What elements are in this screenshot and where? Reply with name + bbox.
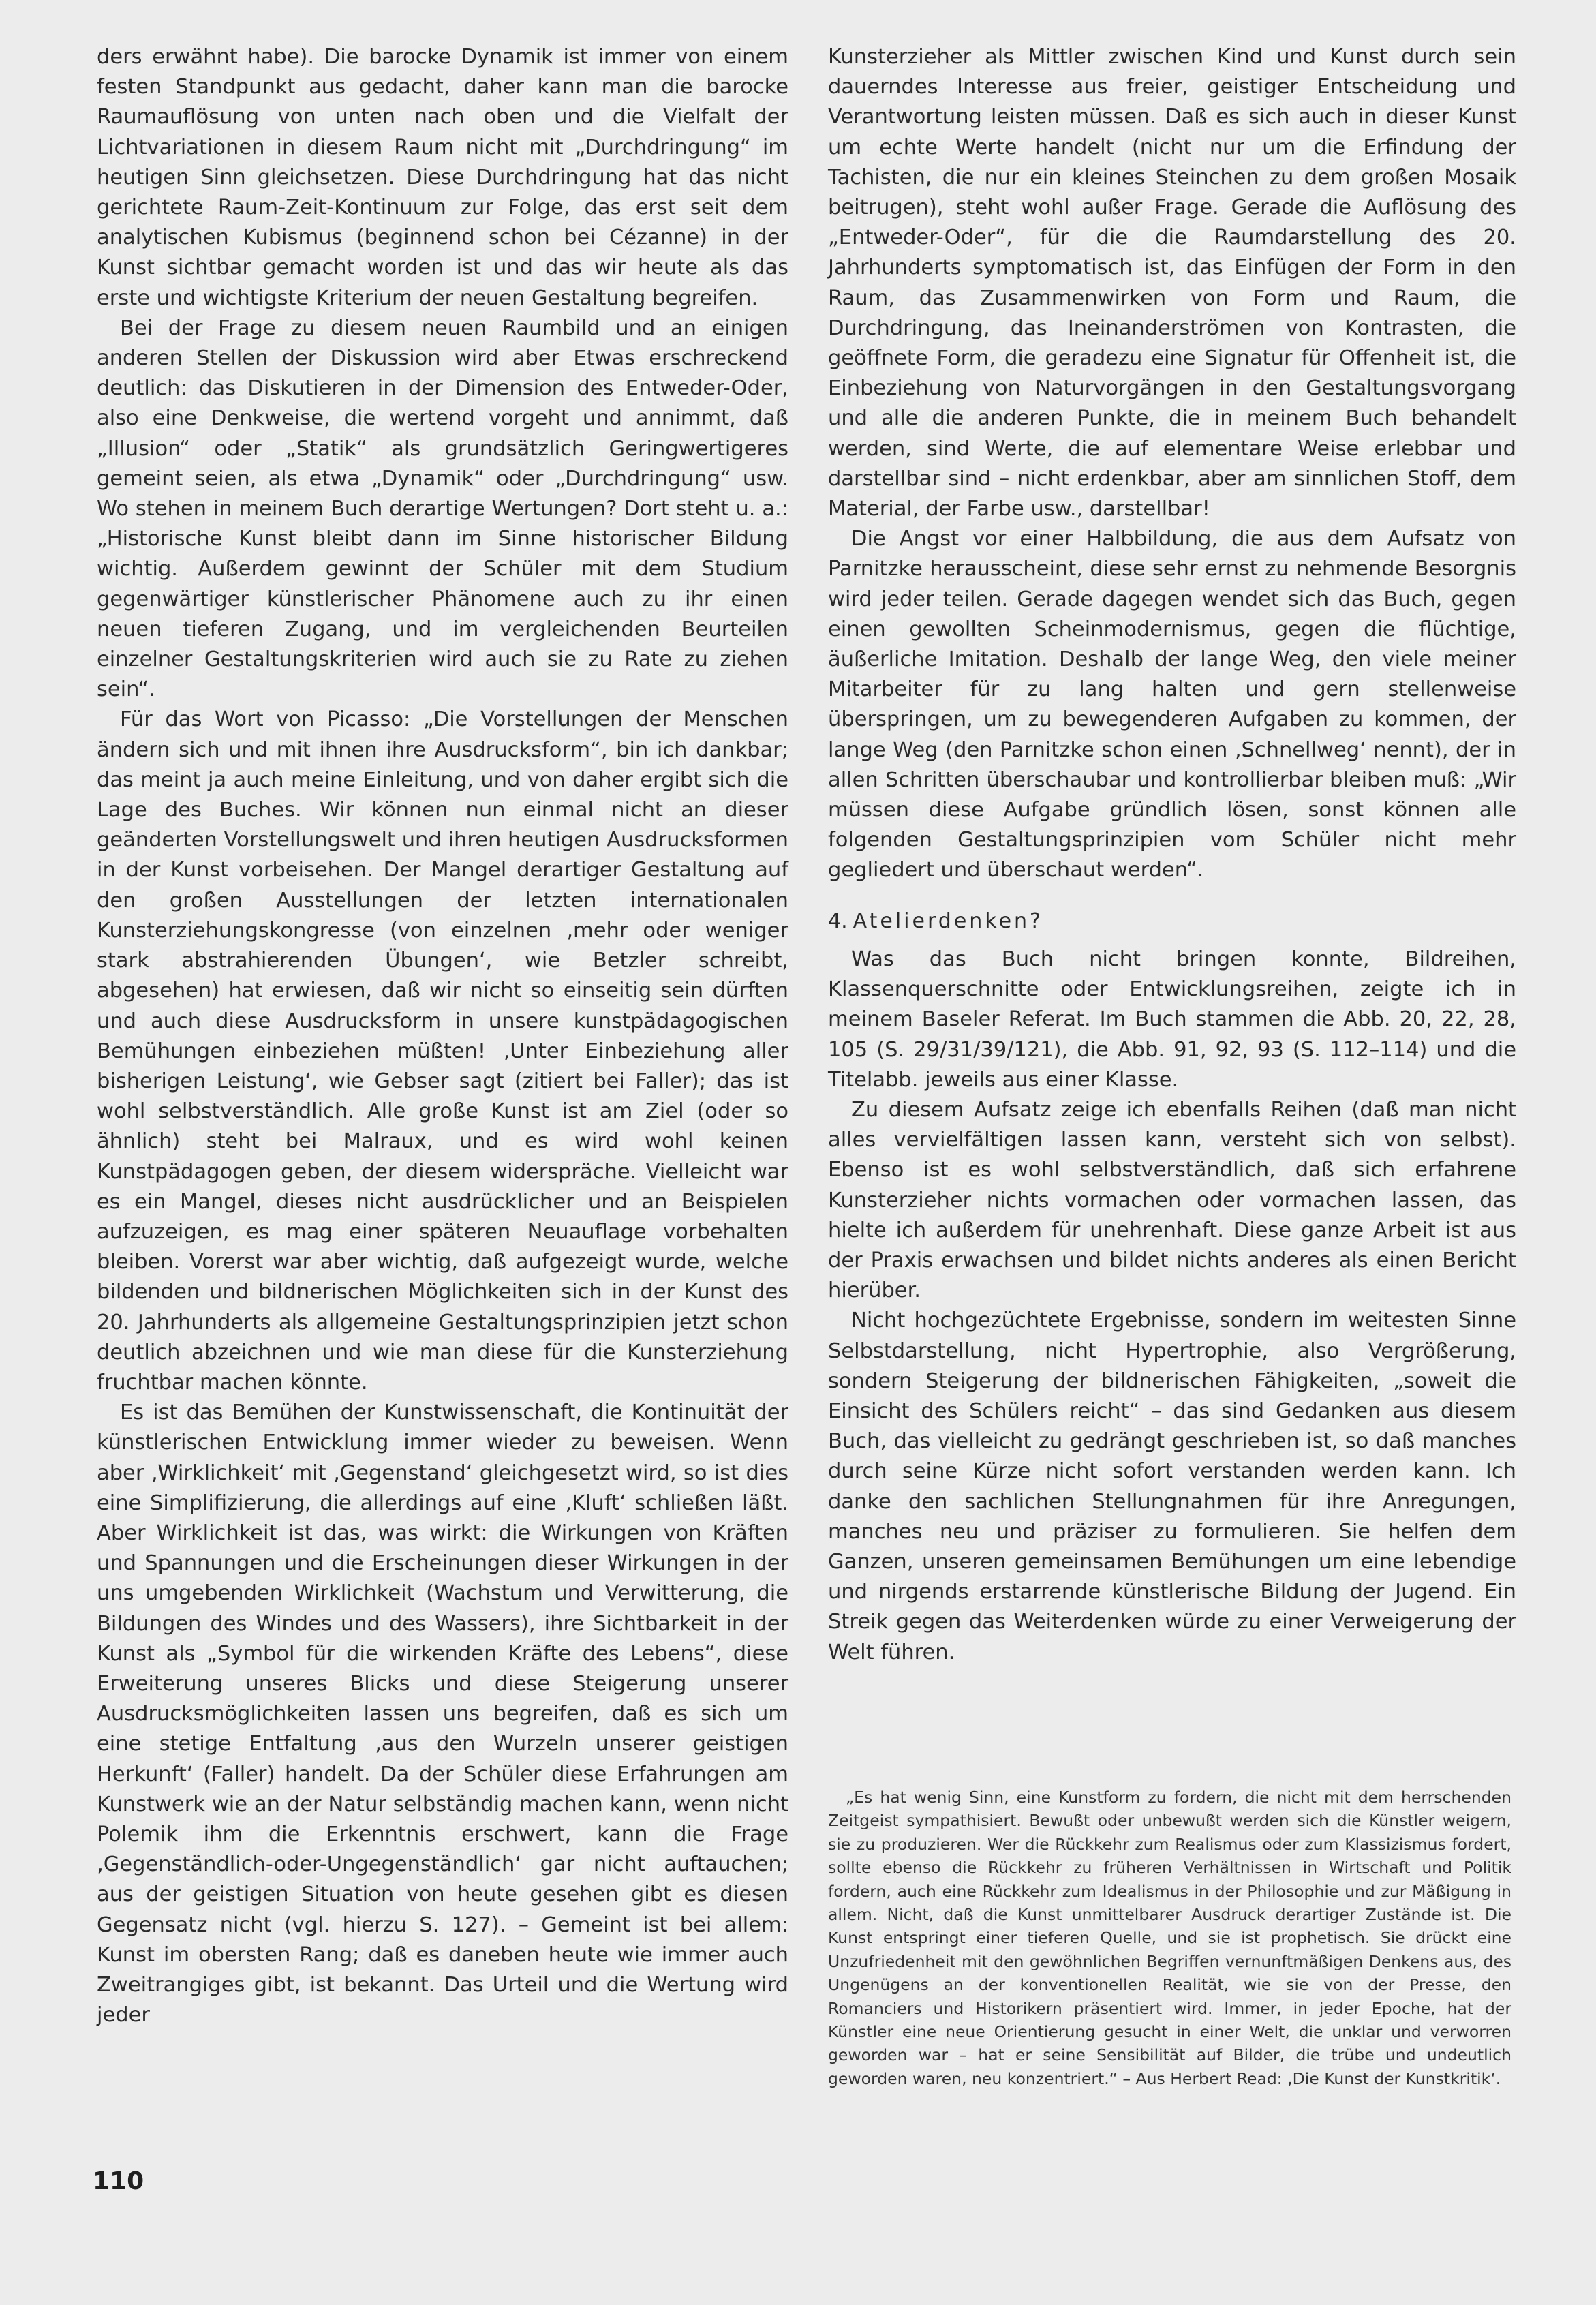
page-number: 110 (93, 2167, 144, 2195)
right-column (828, 42, 1516, 1668)
section-number: 4. (828, 909, 848, 933)
section-heading (828, 906, 1516, 936)
footnote-text: „Es hat wenig Sinn, eine Kunstform zu fordern, die nicht mit dem herrschenden Zeitgeist sympathisiert. Bewußt oder unbewußt werden sich die Künstler weigern, sie zu produzieren. Wer die Rückkehr zum Realismus oder zum Klassizismus fordert, sollte ebenso die Rückkehr zu früheren Verhältnissen in Wirtschaft und Politik fordern, auch eine Rückkehr zum Idealismus in der Philosophie und zur Mäßigung in allem. Nicht, daß die Kunst unmittelbarer Ausdruck derartiger Zustände ist. Die Kunst entspringt einer tieferen Quelle, und sie ist prophetisch. Sie drückt eine Unzufriedenheit mit den gewöhnlichen Begriffen vernunftmäßigen Denkens aus, des Ungenügens an der konventionellen Realität, wie sie von der Presse, den Romanciers und Historikern präsentiert wird. Immer, in jeder Epoche, hat der Künstler eine neue Orientierung gesucht in einer Welt, die unklar und verworren geworden war – hat er seine Sensibilität auf Bilder, die trübe und undeutlich geworden waren, neu konzentriert.“ – Aus Herbert Read: ‚Die Kunst der Kunstkritik‘. (828, 1788, 1511, 2088)
paragraph: Bei der Frage zu diesem neuen Raumbild und an einigen anderen Stellen der Diskussion wird aber Etwas erschreckend deutlich: das Diskutieren in der Dimension des Entweder-Oder, also eine Denkweise, die wertend vorgeht und annimmt, daß „Illusion“ oder „Statik“ als grundsätzlich Geringwertigeres gemeint seien, als etwa „Dynamik“ oder „Durchdringung“ usw. Wo stehen in meinem Buch derartige Wertungen? Dort steht u. a.: „Historische Kunst bleibt dann im Sinne historischer Bildung wichtig. Außerdem gewinnt der Schüler mit dem Studium gegenwärtiger künstlerischer Phänomene auch zu ihr einen neuen tieferen Zugang, und im vergleichenden Beurteilen einzelner Gestaltungskriterien wird auch sie zu Rate zu ziehen sein“. (97, 316, 788, 702)
paragraph: Nicht hochgezüchtete Ergebnisse, sondern im weitesten Sinne Selbstdarstellung, nicht Hypertrophie, also Vergrößerung, sondern Steigerung der bildnerischen Fähigkeiten, „soweit die Einsicht des Schülers reicht“ – das sind Gedanken aus diesem Buch, das vielleicht zu gedrängt geschrieben ist, so daß manches durch seine Kürze nicht sofort verstanden werden kann. Ich danke den sachlichen Stellungnahmen für ihre Anregungen, manches neu und präziser zu formulieren. Sie helfen dem Ganzen, unseren gemeinsamen Bemühungen um eine lebendige und nirgends erstarrende künstlerische Bildung der Jugend. Ein Streik gegen das Weiterdenken würde zu einer Verweigerung der Welt führen. (828, 1309, 1516, 1664)
paragraph: Die Angst vor einer Halbbildung, die aus dem Aufsatz von Parnitzke herausscheint, diese sehr ernst zu nehmende Besorgnis wird jeder teilen. Gerade dagegen wendet sich das Buch, gegen einen gewollten Scheinmodernismus, gegen die flüchtige, äußerliche Imitation. Deshalb der lange Weg, den viele meiner Mitarbeiter für zu lang halten und gern stellenweise überspringen, um zu bewegenderen Aufgaben zu kommen, der lange Weg (den Parnitzke schon einen ‚Schnellweg‘ nennt), der in allen Schritten überschaubar und kontrollierbar bleiben muß: „Wir müssen diese Aufgabe gründlich lösen, sonst können alle folgenden Gestaltungsprinzipien vom Schüler nicht mehr gegliedert und überschaut werden“. (828, 527, 1516, 883)
left-column (97, 42, 788, 2030)
section-title: Atelierdenken? (853, 909, 1043, 933)
paragraph: Es ist das Bemühen der Kunstwissenschaft, die Kontinuität der künstlerischen Entwicklung immer wieder zu beweisen. Wenn aber ‚Wirklichkeit‘ mit ‚Gegenstand‘ gleichgesetzt wird, so ist dies eine Simplifizierung, die allerdings auf eine ‚Kluft‘ schließen läßt. Aber Wirklichkeit ist das, was wirkt: die Wirkungen von Kräften und Spannungen und die Erscheinungen dieser Wirkungen in der uns umgebenden Wirklichkeit (Wachstum und Verwitterung, die Bildungen des Windes und des Wassers), ihre Sichtbarkeit in der Kunst als „Symbol für die wirkenden Kräfte des Lebens“, diese Erweiterung unseres Blicks und diese Steigerung unserer Ausdrucksmöglichkeiten lassen uns begreifen, daß es sich um eine stetige Entfaltung ‚aus den Wurzeln unserer geistigen Herkunft‘ (Faller) handelt. Da der Schüler diese Erfahrungen am Kunstwerk wie an der Natur selbständig machen kann, wenn nicht Polemik ihm die Erkenntnis erschwert, kann die Frage ‚Gegenständlich-oder-Ungegenständlich‘ gar nicht auftauchen; aus der geistigen Situation von heute gesehen gibt es diesen Gegensatz nicht (vgl. hierzu S. 127). – Gemeint ist bei allem: Kunst im obersten Rang; daß es daneben heute wie immer auch Zweitrangiges gibt, ist bekannt. Das Urteil und die Wertung wird jeder (97, 1401, 788, 2028)
paragraph: Kunsterzieher als Mittler zwischen Kind und Kunst durch sein dauerndes Interesse aus freier, geistiger Entscheidung und Verantwortung leisten müssen. Daß es sich auch in dieser Kunst um echte Werte handelt (nicht nur um die Erfindung der Tachisten, die nur ein kleines Steinchen zu dem großen Mosaik beitrugen), steht wohl außer Frage. Gerade die Auflösung des „Entweder-Oder“, für die die Raumdarstellung des 20. Jahrhunderts symptomatisch ist, das Einfügen der Form in den Raum, das Zusammenwirken von Form und Raum, die Durchdringung, das Ineinanderströmen von Kontrasten, die geöffnete Form, die geradezu eine Signatur für Offenheit ist, die Einbeziehung von Naturvorgängen in den Gestaltungsvorgang und alle die anderen Punkte, die in meinem Buch behandelt werden, sind Werte, die auf elementare Weise erlebbar und darstellbar sind – nicht erdenkbar, aber am sinnlichen Stoff, dem Material, der Farbe usw., darstellbar! (828, 45, 1516, 521)
footnote-quote (828, 1786, 1511, 2090)
paragraph: Für das Wort von Picasso: „Die Vorstellungen der Menschen ändern sich und mit ihnen ihre Ausdrucksform“, bin ich dankbar; das meint ja auch meine Einleitung, und von daher ergibt sich die Lage des Buches. Wir können nun einmal nicht an dieser geänderten Vorstellungswelt und ihren heutigen Ausdrucksformen in der Kunst vorbeisehen. Der Mangel derartiger Gestaltung auf den großen Ausstellungen der letzten internationalen Kunsterziehungskongresse (von einzelnen ‚mehr oder weniger stark abstrahierenden Übungen‘, wie Betzler schreibt, abgesehen) hat erwiesen, daß wir nicht so einseitig sein dürften und auch diese Ausdrucksform in unsere kunstpädagogischen Bemühungen einbeziehen müßten! ‚Unter Einbeziehung aller bisherigen Leistung‘, wie Gebser sagt (zitiert bei Faller); das ist wohl selbstverständlich. Alle große Kunst ist am Ziel (oder so ähnlich) steht bei Malraux, und es wird wohl keinen Kunstpädagogen geben, der diesem widerspräche. Vielleicht war es ein Mangel, dieses nicht ausdrücklicher und an Beispielen aufzuzeigen, es mag einer späteren Neuauflage vorbehalten bleiben. Vorerst war aber wichtig, daß aufgezeigt wurde, welche bildenden und bildnerischen Möglichkeiten sich in der Kunst des 20. Jahrhunderts als allgemeine Gestaltungsprinzipien jetzt schon deutlich abzeichnen und wie man diese für die Kunsterziehung fruchtbar machen könnte. (97, 707, 788, 1394)
paragraph: Zu diesem Aufsatz zeige ich ebenfalls Reihen (daß man nicht alles vervielfältigen lassen kann, versteht sich von selbst). Ebenso ist es wohl selbstverständlich, daß sich erfahrene Kunsterzieher nichts vormachen oder vormachen lassen, das hielte ich außerdem für unehrenhaft. Diese ganze Arbeit ist aus der Praxis erwachsen und bildet nichts anderes als einen Bericht hierüber. (828, 1097, 1516, 1303)
paragraph: ders erwähnt habe). Die barocke Dynamik ist immer von einem festen Standpunkt aus gedacht, daher kann man die barocke Raumauflösung von unten nach oben und die Vielfalt der Lichtvariationen in diesem Raum nicht mit „Durchdringung“ im heutigen Sinn gleichsetzen. Diese Durchdringung hat das nicht gerichtete Raum-Zeit-Kontinuum zur Folge, das erst seit dem analytischen Kubismus (beginnend schon bei Cézanne) in der Kunst sichtbar gemacht worden ist und das wir heute als das erste und wichtigste Kriterium der neuen Gestaltung begreifen. (97, 45, 788, 310)
paragraph: Was das Buch nicht bringen konnte, Bildreihen, Klassenquerschnitte oder Entwicklungsreihen, zeigte ich in meinem Baseler Referat. Im Buch stammen die Abb. 20, 22, 28, 105 (S. 29/31/39/121), die Abb. 91, 92, 93 (S. 112–114) und die Titelabb. jeweils aus einer Klasse. (828, 947, 1516, 1092)
